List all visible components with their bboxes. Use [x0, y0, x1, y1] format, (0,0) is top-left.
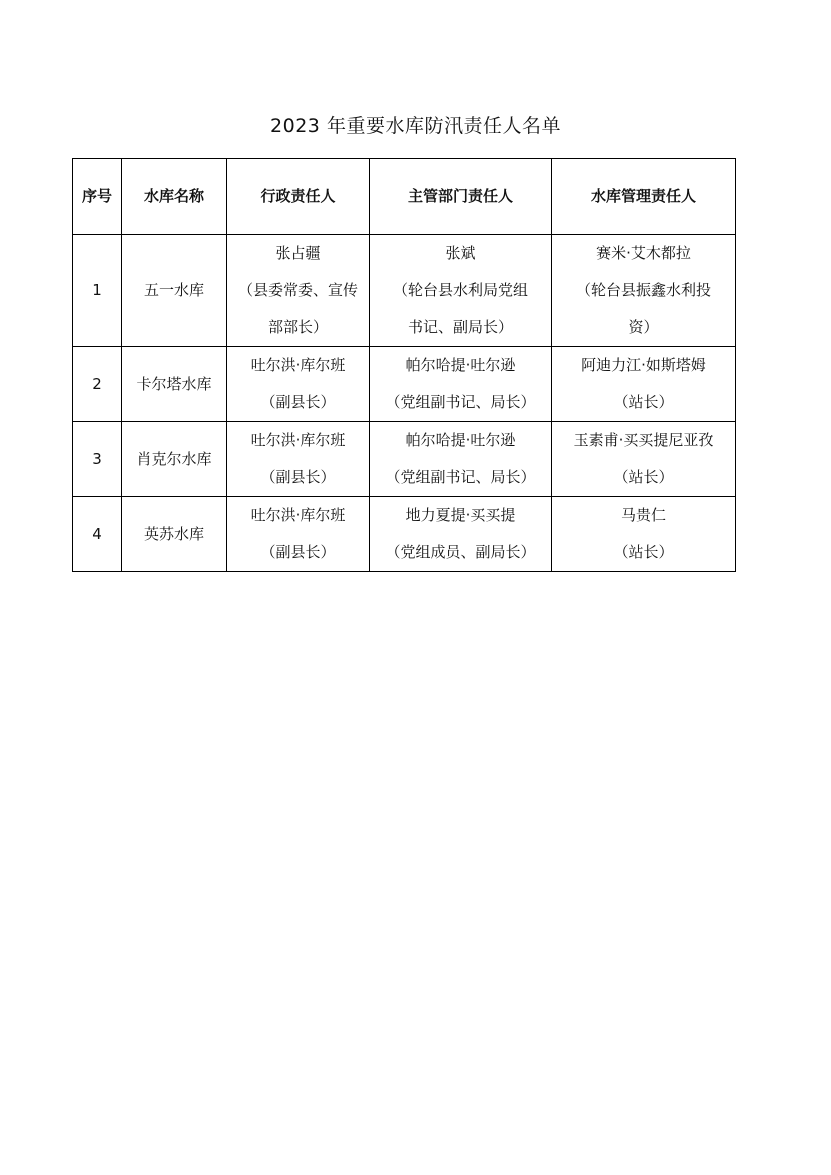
- cell-reservoir-name: 英苏水库: [122, 497, 227, 572]
- cell-reservoir-name: 卡尔塔水库: [122, 347, 227, 422]
- cell-line: （党组副书记、局长）: [385, 468, 536, 486]
- cell-reservoir-name: 肖克尔水库: [122, 422, 227, 497]
- cell-line: 帕尔哈提·吐尔逊: [405, 356, 516, 374]
- header-reservoir-name: 水库名称: [122, 159, 227, 235]
- cell-mgmt-responsible: [552, 347, 736, 422]
- cell-line: 张占疆: [275, 244, 321, 262]
- cell-line: （党组副书记、局长）: [385, 393, 536, 411]
- cell-line: （站长）: [613, 543, 674, 561]
- cell-line: （轮台县振鑫水利投: [575, 281, 711, 299]
- table-row: [73, 235, 736, 347]
- cell-line: （党组成员、副局长）: [385, 543, 536, 561]
- cell-line: 吐尔洪·库尔班: [250, 506, 346, 524]
- header-admin-responsible: 行政责任人: [227, 159, 370, 235]
- cell-line: 赛米·艾木都拉: [596, 244, 691, 262]
- cell-no: 1: [73, 235, 122, 347]
- cell-dept-responsible: [370, 422, 552, 497]
- header-dept-responsible: 主管部门责任人: [370, 159, 552, 235]
- cell-no: 2: [73, 347, 122, 422]
- header-mgmt-responsible: 水库管理责任人: [552, 159, 736, 235]
- table-row: [73, 422, 736, 497]
- cell-line: 张斌: [445, 244, 476, 262]
- cell-admin-responsible: [227, 235, 370, 347]
- responsibility-table: [72, 158, 736, 572]
- cell-line: 书记、副局长）: [407, 318, 513, 336]
- cell-line: 资）: [628, 318, 659, 336]
- cell-line: （轮台县水利局党组: [392, 281, 528, 299]
- cell-line: （站长）: [613, 393, 674, 411]
- cell-mgmt-responsible: [552, 497, 736, 572]
- cell-line: 吐尔洪·库尔班: [250, 431, 346, 449]
- cell-no: 3: [73, 422, 122, 497]
- cell-line: 地力夏提·买买提: [405, 506, 516, 524]
- cell-line: 部部长）: [267, 318, 328, 336]
- cell-line: （副县长）: [260, 393, 336, 411]
- cell-line: 帕尔哈提·吐尔逊: [405, 431, 516, 449]
- cell-admin-responsible: [227, 347, 370, 422]
- cell-admin-responsible: [227, 497, 370, 572]
- cell-line: （副县长）: [260, 468, 336, 486]
- cell-admin-responsible: [227, 422, 370, 497]
- cell-line: （站长）: [613, 468, 674, 486]
- cell-no: 4: [73, 497, 122, 572]
- cell-reservoir-name: 五一水库: [122, 235, 227, 347]
- table-row: [73, 347, 736, 422]
- cell-line: 吐尔洪·库尔班: [250, 356, 346, 374]
- cell-line: （县委常委、宣传: [237, 281, 358, 299]
- cell-mgmt-responsible: [552, 422, 736, 497]
- cell-mgmt-responsible: [552, 235, 736, 347]
- cell-line: （副县长）: [260, 543, 336, 561]
- cell-dept-responsible: [370, 235, 552, 347]
- cell-line: 马贵仁: [620, 506, 666, 524]
- table-row: [73, 497, 736, 572]
- cell-dept-responsible: [370, 497, 552, 572]
- cell-line: 阿迪力江·如斯塔姆: [581, 356, 706, 374]
- page-title: 2023 年重要水库防汛责任人名单: [270, 115, 561, 137]
- cell-line: 玉素甫·买买提尼亚孜: [573, 431, 714, 449]
- cell-dept-responsible: [370, 347, 552, 422]
- header-no: 序号: [73, 159, 122, 235]
- table-header-row: [73, 159, 736, 235]
